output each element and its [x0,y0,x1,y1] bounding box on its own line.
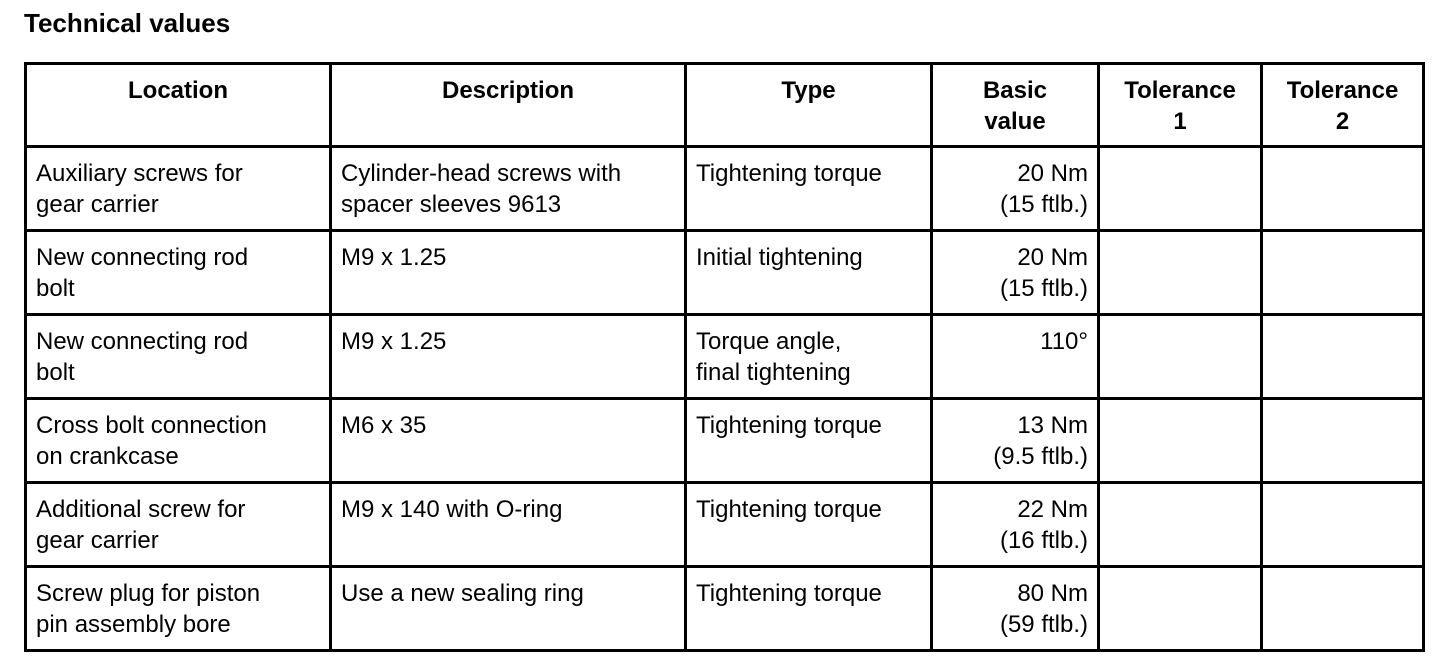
table-row [26,483,1424,567]
technical-values-table [24,62,1425,652]
cell-type [686,315,932,399]
cell-line: M9 x 1.25 [341,328,447,355]
cell-line: gear carrier [36,527,159,554]
header-location-line: Location [128,77,228,104]
cell-line: New connecting rod [36,328,249,355]
cell-tolerance-2 [1262,483,1424,567]
table-row [26,315,1424,399]
cell-line: Tightening torque [696,412,882,439]
cell-basic-value [932,483,1099,567]
header-tolerance-1-line-2: 1 [1173,108,1187,135]
cell-tolerance-2 [1262,567,1424,651]
cell-line: 20 Nm [1017,244,1088,271]
header-tolerance-1 [1099,64,1262,147]
table-row [26,147,1424,231]
cell-line: Initial tightening [696,244,863,271]
cell-location [26,567,331,651]
cell-type [686,231,932,315]
header-basic-value [932,64,1099,147]
cell-type [686,483,932,567]
cell-line: bolt [36,275,75,302]
cell-location [26,147,331,231]
header-basic-value-line-2: value [984,108,1046,135]
cell-line: (15 ftlb.) [999,191,1088,218]
cell-line: Tightening torque [696,580,882,607]
cell-line: Use a new sealing ring [341,580,584,607]
cell-line: spacer sleeves 9613 [341,191,562,218]
cell-tolerance-2 [1262,399,1424,483]
header-tolerance-2 [1262,64,1424,147]
cell-location [26,315,331,399]
cell-line: M9 x 1.25 [341,244,447,271]
cell-type [686,399,932,483]
cell-basic-value [932,399,1099,483]
cell-line: (9.5 ftlb.) [993,443,1088,470]
cell-description [331,399,686,483]
table-header-row [26,64,1424,147]
document-title: Technical values [24,8,231,38]
cell-tolerance-1 [1099,399,1262,483]
cell-line: Cylinder-head screws with [341,160,622,187]
cell-line: 80 Nm [1017,580,1088,607]
cell-tolerance-2 [1262,315,1424,399]
cell-line: Auxiliary screws for [36,160,243,187]
cell-line: M6 x 35 [341,412,427,439]
table-row [26,231,1424,315]
cell-line: Tightening torque [696,496,882,523]
cell-basic-value [932,315,1099,399]
cell-line: (16 ftlb.) [999,527,1088,554]
cell-line: 22 Nm [1017,496,1088,523]
cell-line: Cross bolt connection [36,412,267,439]
table-row [26,399,1424,483]
cell-line: final tightening [696,359,851,386]
cell-description [331,567,686,651]
header-basic-value-line-1: Basic [982,77,1048,104]
cell-location [26,399,331,483]
cell-line: 13 Nm [1017,412,1088,439]
cell-description [331,231,686,315]
cell-line: (59 ftlb.) [999,611,1088,638]
header-description-line: Description [441,77,575,104]
header-description [331,64,686,147]
cell-line: pin assembly bore [36,611,231,638]
header-type [686,64,932,147]
cell-tolerance-1 [1099,231,1262,315]
cell-line: Tightening torque [696,160,882,187]
cell-description [331,315,686,399]
cell-line: Additional screw for [36,496,246,523]
cell-line: on crankcase [36,443,179,470]
cell-type [686,147,932,231]
cell-tolerance-1 [1099,147,1262,231]
cell-line: 110° [1040,328,1088,355]
cell-basic-value [932,567,1099,651]
cell-description [331,483,686,567]
cell-tolerance-2 [1262,147,1424,231]
cell-location [26,483,331,567]
header-tolerance-2-line-2: 2 [1335,108,1350,135]
cell-type [686,567,932,651]
cell-line: (15 ftlb.) [999,275,1088,302]
header-type-line: Type [781,77,836,104]
cell-description [331,147,686,231]
cell-location [26,231,331,315]
header-tolerance-2-line-1: Tolerance [1286,77,1399,104]
cell-tolerance-1 [1099,483,1262,567]
header-location [26,64,331,147]
cell-basic-value [932,231,1099,315]
table-row [26,567,1424,651]
cell-line: bolt [36,359,75,386]
cell-basic-value [932,147,1099,231]
cell-line: 20 Nm [1017,160,1088,187]
cell-tolerance-1 [1099,315,1262,399]
cell-tolerance-1 [1099,567,1262,651]
cell-tolerance-2 [1262,231,1424,315]
cell-line: Screw plug for piston [36,580,261,607]
cell-line: Torque angle, [696,328,842,355]
header-tolerance-1-line-1: Tolerance [1124,77,1236,104]
cell-line: New connecting rod [36,244,249,271]
cell-line: gear carrier [36,191,159,218]
cell-line: M9 x 140 with O-ring [341,496,563,523]
